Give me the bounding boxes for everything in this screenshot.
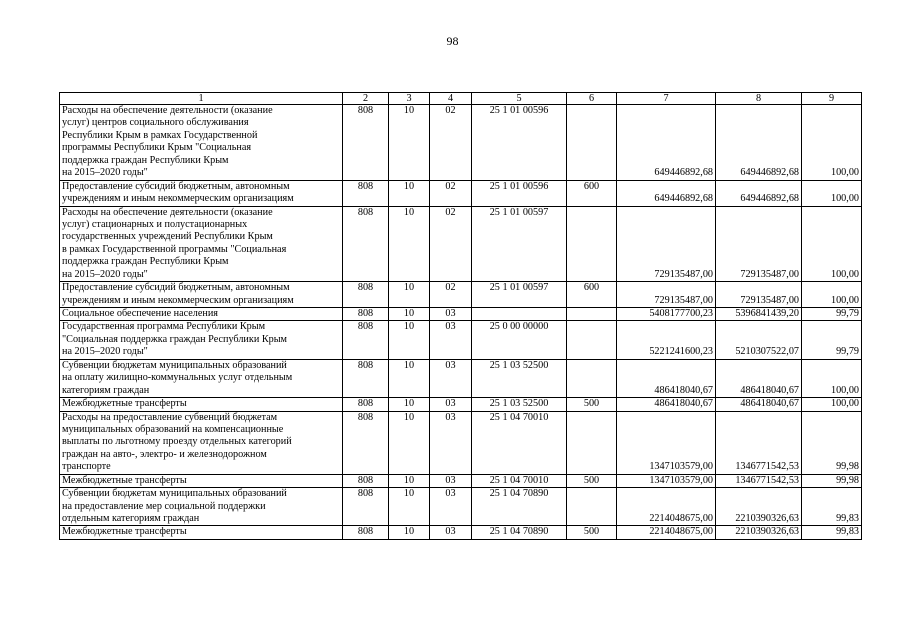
row-name-cell: Расходы на обеспечение деятельности (оказание услуг) стационарных и полустационарных государственных учреждений Республики Крым в рамках Государственной программы "Социальная поддержка граждан Республики Крым на 2015–2020 годы" bbox=[60, 206, 343, 282]
table-row bbox=[60, 308, 862, 321]
table-row bbox=[60, 105, 862, 181]
row-name-cell: Межбюджетные трансферты bbox=[60, 526, 343, 539]
col8-amount-cell: 649446892,68 bbox=[716, 180, 802, 206]
table-row bbox=[60, 321, 862, 359]
table-row bbox=[60, 180, 862, 206]
col2-cell: 808 bbox=[343, 488, 389, 526]
col3-cell: 10 bbox=[389, 488, 430, 526]
col9-percent-cell: 99,83 bbox=[802, 488, 862, 526]
table-body bbox=[60, 105, 862, 540]
col9-percent-cell: 99,98 bbox=[802, 411, 862, 474]
row-name-cell: Социальное обеспечение населения bbox=[60, 308, 343, 321]
header-cell: 2 bbox=[343, 93, 389, 105]
col4-cell: 03 bbox=[430, 474, 472, 487]
col7-amount-cell: 729135487,00 bbox=[617, 282, 716, 308]
col5-cell: 25 1 03 52500 bbox=[472, 398, 567, 411]
col7-amount-cell: 486418040,67 bbox=[617, 398, 716, 411]
col7-amount-cell: 649446892,68 bbox=[617, 105, 716, 181]
header-cell: 1 bbox=[60, 93, 343, 105]
col6-cell: 600 bbox=[567, 180, 617, 206]
col5-cell: 25 1 01 00597 bbox=[472, 206, 567, 282]
col3-cell: 10 bbox=[389, 474, 430, 487]
col4-cell: 03 bbox=[430, 308, 472, 321]
col6-cell bbox=[567, 321, 617, 359]
col5-cell bbox=[472, 308, 567, 321]
table-row bbox=[60, 282, 862, 308]
header-cell: 8 bbox=[716, 93, 802, 105]
col8-amount-cell: 729135487,00 bbox=[716, 206, 802, 282]
header-cell: 6 bbox=[567, 93, 617, 105]
col9-percent-cell: 100,00 bbox=[802, 398, 862, 411]
col5-cell: 25 1 04 70890 bbox=[472, 526, 567, 539]
row-name-cell: Предоставление субсидий бюджетным, автономным учреждениям и иным некоммерческим организациям bbox=[60, 282, 343, 308]
col8-amount-cell: 729135487,00 bbox=[716, 282, 802, 308]
col2-cell: 808 bbox=[343, 474, 389, 487]
col6-cell bbox=[567, 359, 617, 397]
col2-cell: 808 bbox=[343, 282, 389, 308]
header-cell: 5 bbox=[472, 93, 567, 105]
col6-cell: 500 bbox=[567, 526, 617, 539]
col6-cell: 500 bbox=[567, 474, 617, 487]
col7-amount-cell: 2214048675,00 bbox=[617, 488, 716, 526]
col7-amount-cell: 2214048675,00 bbox=[617, 526, 716, 539]
col3-cell: 10 bbox=[389, 398, 430, 411]
col9-percent-cell: 99,98 bbox=[802, 474, 862, 487]
col9-percent-cell: 99,79 bbox=[802, 321, 862, 359]
col4-cell: 03 bbox=[430, 526, 472, 539]
row-name-cell: Расходы на обеспечение деятельности (оказание услуг) центров социального обслуживания Республики Крым в рамках Государственной программы Республики Крым "Социальная поддержка граждан Республики Крым на 2015–2020 годы" bbox=[60, 105, 343, 181]
header-cell: 7 bbox=[617, 93, 716, 105]
col9-percent-cell: 100,00 bbox=[802, 105, 862, 181]
header-cell: 9 bbox=[802, 93, 862, 105]
col3-cell: 10 bbox=[389, 206, 430, 282]
col6-cell bbox=[567, 488, 617, 526]
col8-amount-cell: 2210390326,63 bbox=[716, 488, 802, 526]
col9-percent-cell: 100,00 bbox=[802, 282, 862, 308]
col9-percent-cell: 100,00 bbox=[802, 359, 862, 397]
col3-cell: 10 bbox=[389, 359, 430, 397]
col3-cell: 10 bbox=[389, 308, 430, 321]
col9-percent-cell: 99,79 bbox=[802, 308, 862, 321]
table-row bbox=[60, 526, 862, 539]
col2-cell: 808 bbox=[343, 180, 389, 206]
col8-amount-cell: 2210390326,63 bbox=[716, 526, 802, 539]
col5-cell: 25 1 04 70010 bbox=[472, 411, 567, 474]
col2-cell: 808 bbox=[343, 359, 389, 397]
row-name-cell: Субвенции бюджетам муниципальных образований на предоставление мер социальной поддержки отдельным категориям граждан bbox=[60, 488, 343, 526]
table-row bbox=[60, 398, 862, 411]
col3-cell: 10 bbox=[389, 321, 430, 359]
table-row bbox=[60, 488, 862, 526]
page-number: 98 bbox=[446, 34, 459, 48]
col3-cell: 10 bbox=[389, 105, 430, 181]
col4-cell: 03 bbox=[430, 488, 472, 526]
col2-cell: 808 bbox=[343, 398, 389, 411]
col6-cell bbox=[567, 206, 617, 282]
col7-amount-cell: 486418040,67 bbox=[617, 359, 716, 397]
col5-cell: 25 1 01 00597 bbox=[472, 282, 567, 308]
col7-amount-cell: 5408177700,23 bbox=[617, 308, 716, 321]
col8-amount-cell: 486418040,67 bbox=[716, 398, 802, 411]
header-cell: 3 bbox=[389, 93, 430, 105]
col3-cell: 10 bbox=[389, 526, 430, 539]
col2-cell: 808 bbox=[343, 206, 389, 282]
col6-cell bbox=[567, 308, 617, 321]
budget-table bbox=[59, 92, 862, 540]
col2-cell: 808 bbox=[343, 308, 389, 321]
col7-amount-cell: 1347103579,00 bbox=[617, 411, 716, 474]
col5-cell: 25 1 01 00596 bbox=[472, 105, 567, 181]
table-row bbox=[60, 411, 862, 474]
col5-cell: 25 1 04 70890 bbox=[472, 488, 567, 526]
col4-cell: 02 bbox=[430, 105, 472, 181]
col8-amount-cell: 486418040,67 bbox=[716, 359, 802, 397]
col8-amount-cell: 1346771542,53 bbox=[716, 474, 802, 487]
col4-cell: 02 bbox=[430, 206, 472, 282]
col4-cell: 03 bbox=[430, 359, 472, 397]
col7-amount-cell: 649446892,68 bbox=[617, 180, 716, 206]
col9-percent-cell: 99,83 bbox=[802, 526, 862, 539]
col9-percent-cell: 100,00 bbox=[802, 206, 862, 282]
table-row bbox=[60, 206, 862, 282]
table-row bbox=[60, 474, 862, 487]
col3-cell: 10 bbox=[389, 411, 430, 474]
row-name-cell: Предоставление субсидий бюджетным, автономным учреждениям и иным некоммерческим организациям bbox=[60, 180, 343, 206]
col4-cell: 03 bbox=[430, 398, 472, 411]
col9-percent-cell: 100,00 bbox=[802, 180, 862, 206]
col3-cell: 10 bbox=[389, 282, 430, 308]
col4-cell: 02 bbox=[430, 180, 472, 206]
col2-cell: 808 bbox=[343, 411, 389, 474]
col5-cell: 25 1 04 70010 bbox=[472, 474, 567, 487]
row-name-cell: Субвенции бюджетам муниципальных образований на оплату жилищно-коммунальных услуг отдельным категориям граждан bbox=[60, 359, 343, 397]
table-header bbox=[60, 93, 862, 105]
col7-amount-cell: 729135487,00 bbox=[617, 206, 716, 282]
col6-cell: 500 bbox=[567, 398, 617, 411]
col4-cell: 03 bbox=[430, 411, 472, 474]
row-name-cell: Расходы на предоставление субвенций бюджетам муниципальных образований на компенсационные выплаты по льготному проезду отдельных категорий граждан на авто-, электро- и железнодорожном транспорте bbox=[60, 411, 343, 474]
col2-cell: 808 bbox=[343, 105, 389, 181]
header-row bbox=[60, 93, 862, 105]
col5-cell: 25 1 03 52500 bbox=[472, 359, 567, 397]
col7-amount-cell: 5221241600,23 bbox=[617, 321, 716, 359]
col8-amount-cell: 649446892,68 bbox=[716, 105, 802, 181]
table-row bbox=[60, 359, 862, 397]
col6-cell bbox=[567, 411, 617, 474]
col8-amount-cell: 5210307522,07 bbox=[716, 321, 802, 359]
col2-cell: 808 bbox=[343, 321, 389, 359]
col6-cell bbox=[567, 105, 617, 181]
col2-cell: 808 bbox=[343, 526, 389, 539]
row-name-cell: Межбюджетные трансферты bbox=[60, 398, 343, 411]
col8-amount-cell: 1346771542,53 bbox=[716, 411, 802, 474]
col7-amount-cell: 1347103579,00 bbox=[617, 474, 716, 487]
col3-cell: 10 bbox=[389, 180, 430, 206]
row-name-cell: Государственная программа Республики Крым "Социальная поддержка граждан Республики Крым на 2015–2020 годы" bbox=[60, 321, 343, 359]
col4-cell: 03 bbox=[430, 321, 472, 359]
row-name-cell: Межбюджетные трансферты bbox=[60, 474, 343, 487]
header-cell: 4 bbox=[430, 93, 472, 105]
col5-cell: 25 0 00 00000 bbox=[472, 321, 567, 359]
col8-amount-cell: 5396841439,20 bbox=[716, 308, 802, 321]
col6-cell: 600 bbox=[567, 282, 617, 308]
col5-cell: 25 1 01 00596 bbox=[472, 180, 567, 206]
col4-cell: 02 bbox=[430, 282, 472, 308]
